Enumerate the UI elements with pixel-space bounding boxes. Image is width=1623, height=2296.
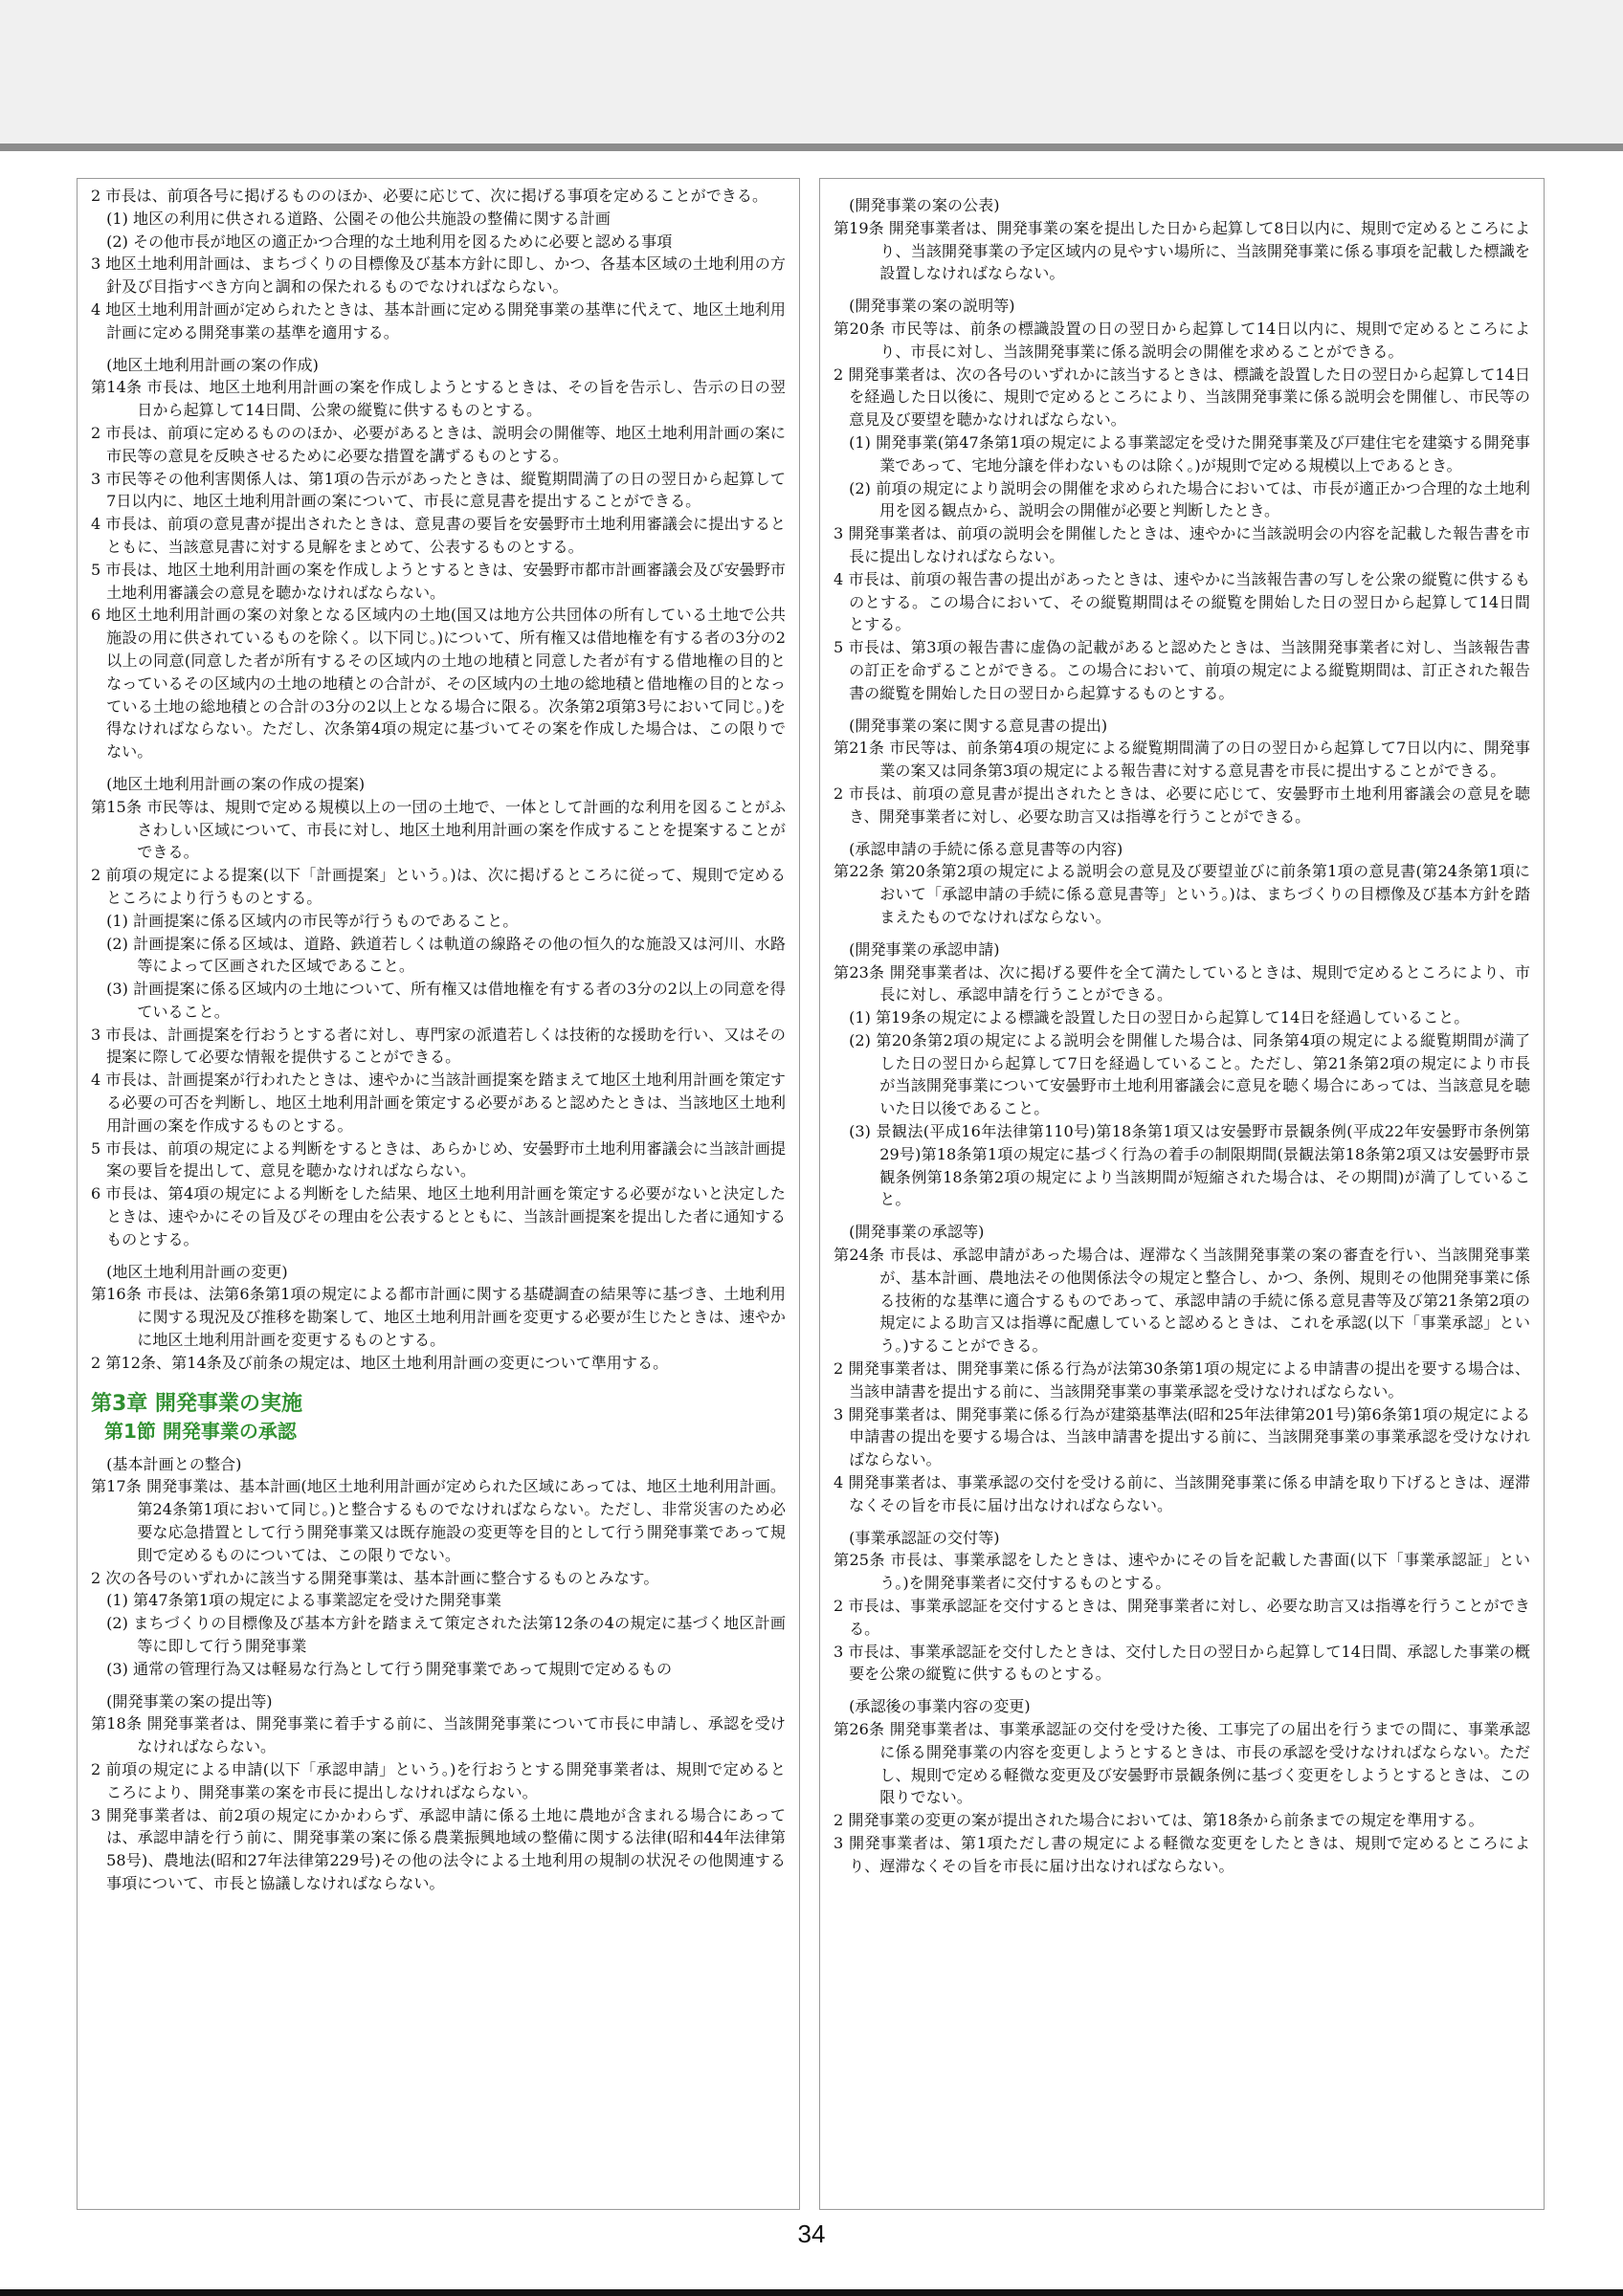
list-item: (1) 地区の利用に供される道路、公園その他公共施設の整備に関する計画 bbox=[106, 209, 611, 228]
page-number: 34 bbox=[797, 2219, 826, 2248]
article-caption: (開発事業の案に関する意見書の提出) bbox=[849, 716, 1108, 735]
article-heading: 第18条 開発事業者は、開発事業に着手する前に、当該開発事業について市長に申請し、承認を受けなければならない。 bbox=[91, 1714, 786, 1756]
article-caption: (地区土地利用計画の案の作成) bbox=[106, 355, 319, 374]
article-caption: (地区土地利用計画の変更) bbox=[106, 1262, 288, 1281]
article-caption: (基本計画との整合) bbox=[106, 1454, 242, 1473]
article-caption: (開発事業の案の説明等) bbox=[849, 297, 1015, 316]
header-band bbox=[0, 0, 1623, 144]
list-item: (1) 計画提案に係る区域内の市民等が行うものであること。 bbox=[106, 911, 519, 930]
chapter-heading: 第3章 開発事業の実施 bbox=[91, 1391, 302, 1416]
left-column bbox=[77, 178, 800, 2210]
article-caption: (地区土地利用計画の案の作成の提案) bbox=[106, 774, 366, 793]
list-item: (1) 開発事業(第47条第1項の規定による事業認定を受けた開発事業及び戸建住宅を建築する開発事業であって、宅地分譲を伴わないものは除く。)が規則で定める規模以上であるとき。 bbox=[849, 432, 1530, 475]
article-heading: 第16条 市長は、法第6条第1項の規定による都市計画に関する基礎調査の結果等に基づき、土地利用に関する現況及び推移を勘案して、地区土地利用計画を変更する必要が生じたときは、速やかに地区土地利用計画を変更するものとする。 bbox=[91, 1285, 786, 1350]
article-heading: 第25条 市長は、事業承認をしたときは、速やかにその旨を記載した書面(以下「事業承認証」という。)を開発事業者に交付するものとする。 bbox=[834, 1551, 1530, 1593]
right-column bbox=[819, 178, 1545, 2210]
paragraph: 5 市長は、第3項の報告書に虚偽の記載があると認めたときは、当該開発事業者に対し、当該報告書の訂正を命ずることができる。この場合において、前項の規定による縦覧期間は、訂正された報告書の縦覧を開始した日の翌日から起算するものとする。 bbox=[834, 638, 1530, 702]
header-rule bbox=[0, 144, 1623, 151]
article-caption: (開発事業の案の公表) bbox=[849, 196, 1000, 214]
list-item: (2) その他市長が地区の適正かつ合理的な土地利用を図るために必要と認める事項 bbox=[106, 232, 673, 251]
paragraph: 3 市長は、事業承認証を交付したときは、交付した日の翌日から起算して14日間、承認した事業の概要を公衆の縦覧に供するものとする。 bbox=[834, 1642, 1530, 1684]
paragraph: 3 開発事業者は、前2項の規定にかかわらず、承認申請に係る土地に農地が含まれる場合にあっては、承認申請を行う前に、開発事業の案に係る農業振興地域の整備に関する法律(昭和44年法律第58号)、農地法(昭和27年法律第229号)その他の法令による土地利用の規制の状況その他関連する事項について、市長と協議しなければならない。 bbox=[91, 1805, 786, 1892]
paragraph: 3 開発事業者は、第1項ただし書の規定による軽微な変更をしたときは、規則で定めるところにより、遅滞なくその旨を市長に届け出なければならない。 bbox=[834, 1833, 1531, 1875]
paragraph: 2 第12条、第14条及び前条の規定は、地区土地利用計画の変更について準用する。 bbox=[91, 1353, 669, 1372]
bottom-rule bbox=[0, 2289, 1623, 2296]
article-heading: 第20条 市民等は、前条の標識設置の日の翌日から起算して14日以内に、規則で定めるところにより、市長に対し、当該開発事業に係る説明会の開催を求めることができる。 bbox=[834, 319, 1530, 361]
list-item: (2) 前項の規定により説明会の開催を求められた場合においては、市長が適正かつ合理的な土地利用を図る観点から、説明会の開催が必要と判断したとき。 bbox=[849, 478, 1530, 520]
paragraph: 6 地区土地利用計画の案の対象となる区域内の土地(国又は地方公共団体の所有している土地で公共施設の用に供されているものを除く。以下同じ。)について、所有権又は借地権を有する者の3分の2以上の同意(同意した者が所有するその区域内の土地の地積と同意した者が有する借地権の目的となっているその区域内の土地の地積との合計が、その区域内の土地の総地積と借地権の目的となっている土地の総地積との合計の3分の2以上となる場合に限る。次条第2項第3号において同じ。)を得なければならない。ただし、次条第4項の規定に基づいてその案を作成した場合は、この限りでない。 bbox=[91, 606, 786, 762]
list-item: (1) 第19条の規定による標識を設置した日の翌日から起算して14日を経過していること。 bbox=[849, 1008, 1470, 1027]
paragraph: 6 市長は、第4項の規定による判断をした結果、地区土地利用計画を策定する必要がないと決定したときは、速やかにその旨及びその理由を公表するとともに、当該計画提案を提出した者に通知するものとする。 bbox=[91, 1184, 786, 1248]
paragraph: 3 開発事業者は、前項の説明会を開催したときは、速やかに当該説明会の内容を記載した報告書を市長に提出しなければならない。 bbox=[834, 524, 1530, 565]
article-heading: 第22条 第20条第2項の規定による説明会の意見及び要望並びに前条第1項の意見書(第24条第1項において「承認申請の手続に係る意見書等」という。)は、まちづくりの目標像及び基本方針を踏まえたものでなければならない。 bbox=[834, 862, 1530, 926]
paragraph: 4 地区土地利用計画が定められたときは、基本計画に定める開発事業の基準に代えて、地区土地利用計画に定める開発事業の基準を適用する。 bbox=[91, 299, 786, 342]
article-caption: (開発事業の案の提出等) bbox=[106, 1691, 273, 1711]
paragraph: 2 前項の規定による申請(以下「承認申請」という。)を行おうとする開発事業者は、規則で定めるところにより、開発事業の案を市長に提出しなければならない。 bbox=[91, 1760, 786, 1801]
article-caption: (承認申請の手続に係る意見書等の内容) bbox=[849, 839, 1123, 858]
list-item: (1) 第47条第1項の規定による事業認定を受けた開発事業 bbox=[106, 1591, 501, 1610]
article-caption: (事業承認証の交付等) bbox=[849, 1528, 1000, 1547]
paragraph: 4 市長は、前項の意見書が提出されたときは、意見書の要旨を安曇野市土地利用審議会に提出するとともに、当該意見書に対する見解をまとめて、公表するものとする。 bbox=[91, 515, 786, 556]
paragraph: 5 市長は、前項の規定による判断をするときは、あらかじめ、安曇野市土地利用審議会に当該計画提案の要旨を提出して、意見を聴かなければならない。 bbox=[91, 1138, 786, 1181]
paragraph: 2 市長は、前項の意見書が提出されたときは、必要に応じて、安曇野市土地利用審議会の意見を聴き、開発事業者に対し、必要な助言又は指導を行うことができる。 bbox=[834, 784, 1530, 826]
paragraph: 2 市長は、前項各号に掲げるもののほか、必要に応じて、次に掲げる事項を定めることができる。 bbox=[91, 187, 768, 205]
paragraph: 4 市長は、前項の報告書の提出があったときは、速やかに当該報告書の写しを公衆の縦覧に供するものとする。この場合において、その縦覧期間はその縦覧を開始した日の翌日から起算して14日間とする。 bbox=[834, 569, 1530, 634]
article-heading: 第26条 開発事業者は、事業承認証の交付を受けた後、工事完了の届出を行うまでの間に、事業承認に係る開発事業の内容を変更しようとするときは、市長の承認を受けなければならない。ただし、規則で定める軽微な変更及び安曇野市景観条例に基づく変更をしようとするときは、この限りでない。 bbox=[834, 1720, 1530, 1807]
article-heading: 第21条 市民等は、前条第4項の規定による縦覧期間満了の日の翌日から起算して7日以内に、開発事業の案又は同条第3項の規定による報告書に対する意見書を市長に提出することができる。 bbox=[834, 739, 1530, 781]
list-item: (3) 景観法(平成16年法律第110号)第18条第1項又は安曇野市景観条例(平成22年安曇野市条例第29号)第18条第1項の規定に基づく行為の着手の制限期間(景観法第18条第2項又は安曇野市景観条例第18条第2項の規定により当該期間が短縮された場合は、その期間)が満了していること。 bbox=[849, 1122, 1530, 1209]
article-heading: 第14条 市長は、地区土地利用計画の案を作成しようとするときは、その旨を告示し、告示の日の翌日から起算して14日間、公衆の縦覧に供するものとする。 bbox=[91, 378, 786, 420]
list-item: (3) 通常の管理行為又は軽易な行為として行う開発事業であって規則で定めるもの bbox=[106, 1659, 673, 1678]
paragraph: 3 市民等その他利害関係人は、第1項の告示があったときは、縦覧期間満了の日の翌日から起算して7日以内に、地区土地利用計画の案について、市長に意見書を提出することができる。 bbox=[91, 469, 786, 511]
paragraph: 3 地区土地利用計画は、まちづくりの目標像及び基本方針に即し、かつ、各基本区域の土地利用の方針及び目指すべき方向と調和の保たれるものでなければならない。 bbox=[91, 254, 786, 297]
article-caption: (開発事業の承認等) bbox=[849, 1223, 985, 1242]
paragraph: 2 開発事業者は、次の各号のいずれかに該当するときは、標識を設置した日の翌日から起算して14日を経過した日以後に、規則で定めるところにより、当該開発事業に係る説明会を開催し、市民等の意見及び要望を聴かなければならない。 bbox=[834, 364, 1530, 430]
paragraph: 2 市長は、事業承認証を交付するときは、開発事業者に対し、必要な助言又は指導を行うことができる。 bbox=[834, 1597, 1530, 1638]
article-heading: 第17条 開発事業は、基本計画(地区土地利用計画が定められた区域にあっては、地区土地利用計画。第24条第1項において同じ。)と整合するものでなければならない。ただし、非常災害のため必要な応急措置として行う開発事業又は既存施設の変更等を目的として行う開発事業であって規則で定めるものについては、この限りでない。 bbox=[91, 1477, 786, 1564]
list-item: (2) まちづくりの目標像及び基本方針を踏まえて策定された法第12条の4の規定に基づく地区計画等に即して行う開発事業 bbox=[106, 1614, 786, 1656]
paragraph: 4 開発事業者は、事業承認の交付を受ける前に、当該開発事業に係る申請を取り下げるときは、遅滞なくその旨を市長に届け出なければならない。 bbox=[834, 1473, 1530, 1514]
article-heading: 第24条 市長は、承認申請があった場合は、遅滞なく当該開発事業の案の審査を行い、当該開発事業が、基本計画、農地法その他関係法令の規定と整合し、かつ、条例、規則その他開発事業に係る技術的な基準に適合するものであって、承認申請の手続に係る意見書等及び第21条第2項の規定による助言又は指導に配慮していると認めるときは、これを承認(以下「事業承認」という。)することができる。 bbox=[834, 1246, 1530, 1356]
article-heading: 第23条 開発事業者は、次に掲げる要件を全て満たしているときは、規則で定めるところにより、市長に対し、承認申請を行うことができる。 bbox=[834, 962, 1530, 1004]
article-heading: 第19条 開発事業者は、開発事業の案を提出した日から起算して8日以内に、規則で定めるところにより、当該開発事業の予定区域内の見やすい場所に、当該開発事業に係る事項を記載した標識を設置しなければならない。 bbox=[834, 218, 1530, 283]
paragraph: 3 開発事業者は、開発事業に係る行為が建築基準法(昭和25年法律第201号)第6条第1項の規定による申請書の提出を要する場合は、当該申請書を提出する前に、当該開発事業の事業承認を受けなければならない。 bbox=[834, 1404, 1530, 1469]
list-item: (2) 第20条第2項の規定による説明会を開催した場合は、同条第4項の規定による縦覧期間が満了した日の翌日から起算して7日を経過していること。ただし、第21条第2項の規定により市長が当該開発事業について安曇野市土地利用審議会に意見を聴く場合にあっては、当該意見を聴いた日以後であること。 bbox=[849, 1030, 1530, 1118]
article-caption: (開発事業の承認申請) bbox=[849, 939, 1000, 959]
paragraph: 2 次の各号のいずれかに該当する開発事業は、基本計画に整合するものとみなす。 bbox=[91, 1568, 659, 1587]
paragraph: 2 市長は、前項に定めるもののほか、必要があるときは、説明会の開催等、地区土地利用計画の案に市民等の意見を反映させるために必要な措置を講ずるものとする。 bbox=[91, 423, 786, 465]
paragraph: 2 開発事業者は、開発事業に係る行為が法第30条第1項の規定による申請書の提出を要する場合は、当該申請書を提出する前に、当該開発事業の事業承認を受けなければならない。 bbox=[834, 1359, 1530, 1401]
paragraph: 5 市長は、地区土地利用計画の案を作成しようとするときは、安曇野市都市計画審議会及び安曇野市土地利用審議会の意見を聴かなければならない。 bbox=[91, 560, 786, 602]
article-caption: (承認後の事業内容の変更) bbox=[849, 1697, 1031, 1716]
list-item: (2) 計画提案に係る区域は、道路、鉄道若しくは軌道の線路その他の恒久的な施設又は河川、水路等によって区画された区域であること。 bbox=[106, 934, 786, 976]
article-heading: 第15条 市民等は、規則で定める規模以上の一団の土地で、一体として計画的な利用を図ることがふさわしい区域について、市長に対し、地区土地利用計画の案を作成することを提案することができる。 bbox=[91, 797, 786, 862]
list-item: (3) 計画提案に係る区域内の土地について、所有権又は借地権を有する者の3分の2以上の同意を得ていること。 bbox=[106, 980, 786, 1021]
paragraph: 4 市長は、計画提案が行われたときは、速やかに当該計画提案を踏まえて地区土地利用計画を策定する必要の可否を判断し、地区土地利用計画を策定する必要があると認めたときは、当該地区土地利用計画の案を作成するものとする。 bbox=[91, 1071, 786, 1135]
section-heading: 第1節 開発事業の承認 bbox=[104, 1419, 297, 1443]
paragraph: 3 市長は、計画提案を行おうとする者に対し、専門家の派遣若しくは技術的な援助を行い、又はその提案に際して必要な情報を提供することができる。 bbox=[91, 1025, 786, 1067]
paragraph: 2 開発事業の変更の案が提出された場合においては、第18条から前条までの規定を準用する。 bbox=[834, 1811, 1484, 1830]
paragraph: 2 前項の規定による提案(以下「計画提案」という。)は、次に掲げるところに従って、規則で定めるところにより行うものとする。 bbox=[91, 866, 786, 907]
